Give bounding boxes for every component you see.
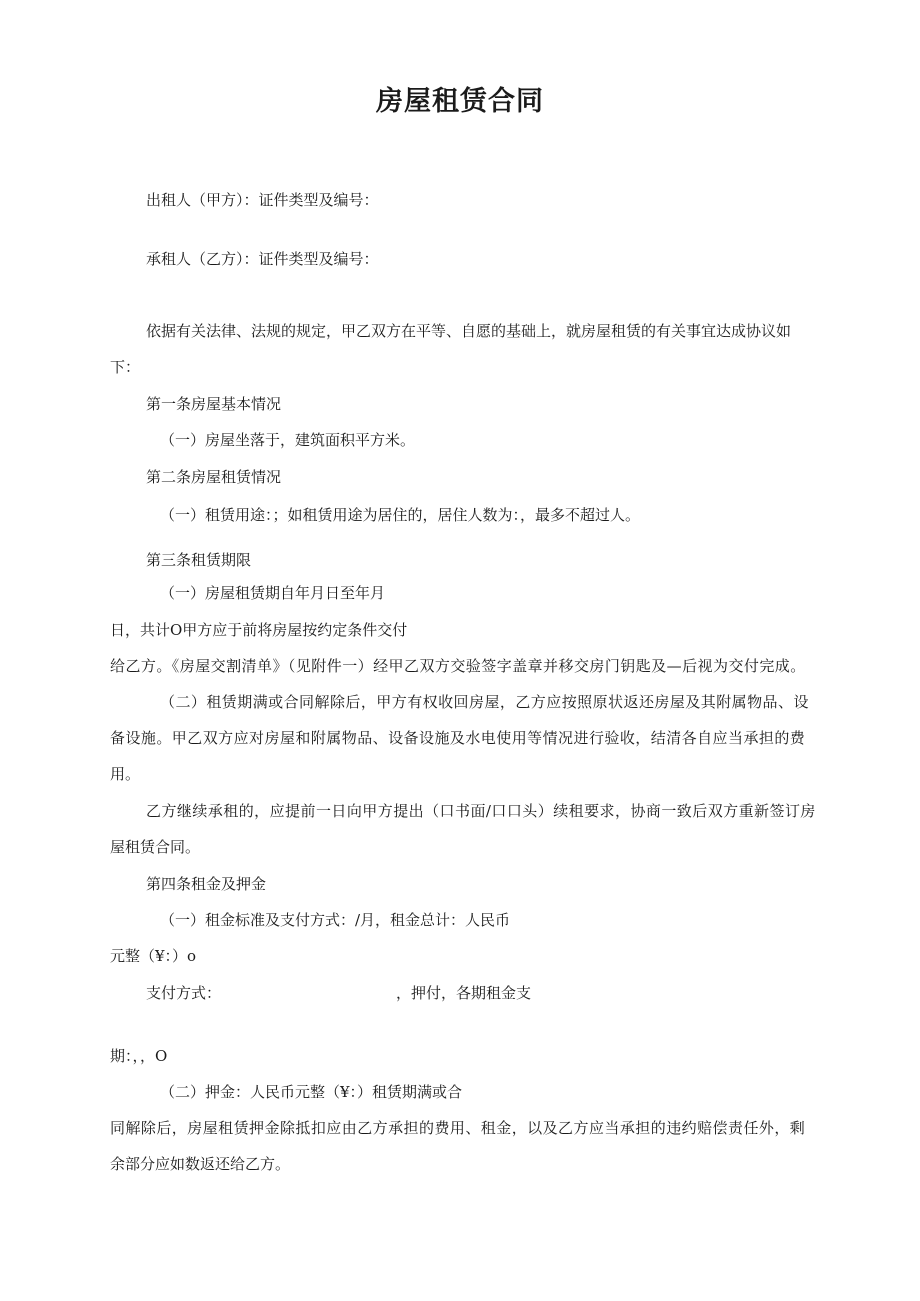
lessee-line: 承租人（乙方）：证件类型及编号： [146, 250, 379, 268]
article-3-item-2-line-2: 备设施。甲乙双方应对房屋和附属物品、设备设施及水电使用等情况进行验收，结清各自应当承担的费 [110, 729, 806, 747]
renewal-line-1: 乙方继续承租的，应提前一日向甲方提出（口书面/口口头）续租要求，协商一致后双方重新签订房 [146, 802, 816, 820]
preamble-line-2: 下： [110, 358, 141, 376]
document-title: 房屋租赁合同 [376, 86, 544, 117]
article-3-item-1-line-3: 给乙方。《房屋交割清单》（见附件一）经甲乙双方交验签字盖章并移交房门钥匙及—后视为交付完成。 [110, 657, 806, 675]
article-4-item-2-line-1: （二）押金：人民币元整（¥：）租赁期满或合 [160, 1083, 463, 1101]
article-4-item-1-line-2: 元整（¥：）o [110, 947, 197, 965]
payment-period-line: 期：，，O [110, 1047, 168, 1065]
lessor-line: 出租人（甲方）：证件类型及编号： [146, 191, 379, 209]
payment-method-label: 支付方式： [146, 984, 222, 1002]
article-1-heading: 第一条房屋基本情况 [146, 395, 282, 413]
article-4-item-1-line-1: （一）租金标准及支付方式：/月，租金总计：人民币 [160, 911, 511, 929]
article-3-item-1-line-1: （一）房屋租赁期自年月日至年月 [160, 584, 386, 602]
article-3-item-2-line-1: （二）租赁期满或合同解除后，甲方有权收回房屋，乙方应按照原状返还房屋及其附属物品、设 [160, 693, 809, 711]
payment-method-tail: ，押付，各期租金支 [396, 984, 532, 1002]
article-3-heading: 第三条租赁期限 [146, 551, 252, 569]
preamble-line-1: 依据有关法律、法规的规定，甲乙双方在平等、自愿的基础上，就房屋租赁的有关事宜达成协议如 [146, 322, 792, 340]
article-3-item-1-line-2: 日，共计O甲方应于前将房屋按约定条件交付 [110, 621, 408, 639]
article-4-item-2-line-3: 余部分应如数返还给乙方。 [110, 1155, 291, 1173]
article-1-item-1: （一）房屋坐落于，建筑面积平方米。 [160, 431, 416, 449]
article-3-item-2-line-3: 用。 [110, 765, 141, 783]
article-2-heading: 第二条房屋租赁情况 [146, 468, 282, 486]
article-4-item-2-line-2: 同解除后，房屋租赁押金除抵扣应由乙方承担的费用、租金，以及乙方应当承担的违约赔偿责任外，剩 [110, 1119, 806, 1137]
article-4-heading: 第四条租金及押金 [146, 875, 267, 893]
renewal-line-2: 屋租赁合同。 [110, 838, 201, 856]
article-2-item-1: （一）租赁用途：；如租赁用途为居住的，居住人数为：，最多不超过人。 [160, 506, 641, 524]
